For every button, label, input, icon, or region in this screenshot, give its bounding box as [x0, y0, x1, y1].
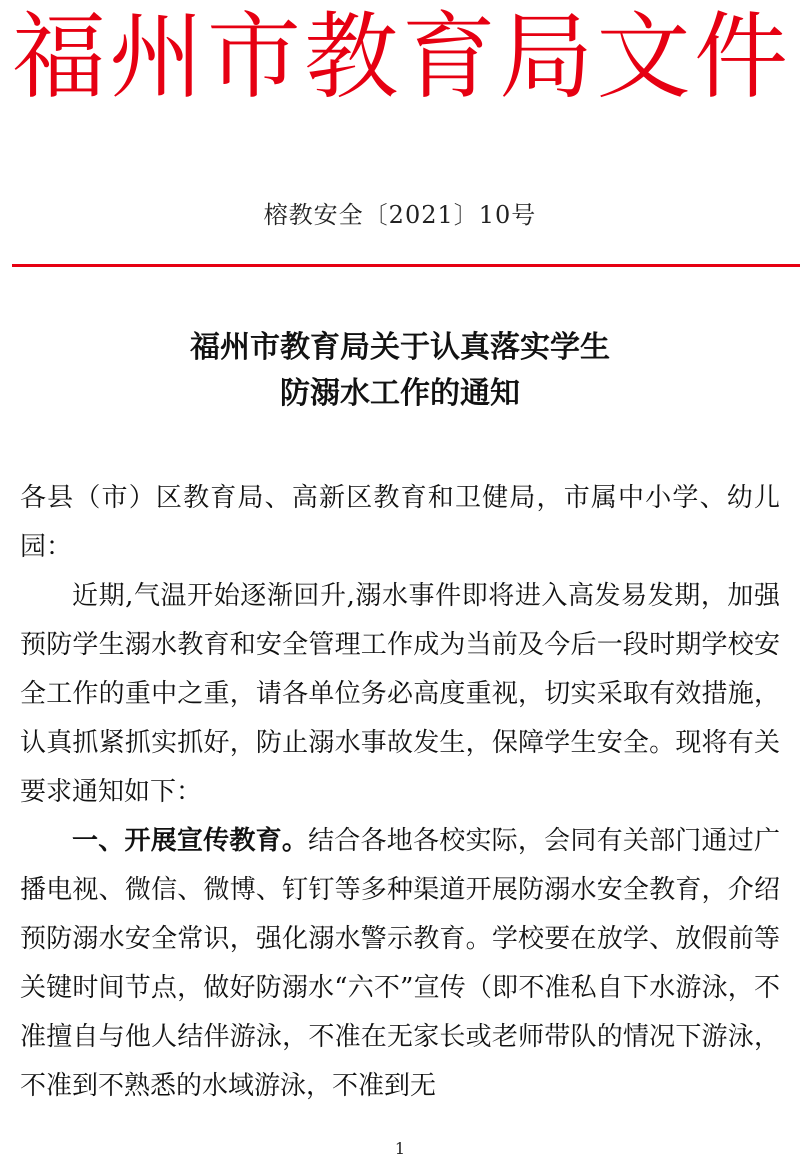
page-number: 1: [394, 1139, 406, 1158]
recipient-list: 各县（市）区教育局、高新区教育和卫健局，市属中小学、幼儿园：: [20, 483, 780, 562]
document-number: 榕教安全〔2021〕10号: [263, 201, 537, 229]
notice-title-line-1: 福州市教育局关于认真落实学生: [190, 330, 610, 365]
notice-body: [20, 474, 780, 1111]
section-1-paragraph: [20, 817, 780, 1111]
notice-title: [0, 325, 800, 417]
notice-title-line-2: 防溺水工作的通知: [280, 376, 520, 411]
section-1-text: 结合各地各校实际，会同有关部门通过广播电视、微信、微博、钉钉等多种渠道开展防溺水安全教育，介绍预防溺水安全常识，强化溺水警示教育。学校要在放学、放假前等关键时间节点，做好防溺水“六不”宣传（即不准私自下水游泳，不准擅自与他人结伴游泳，不准在无家长或老师带队的情况下游泳，不准到不熟悉的水域游泳，不准到无: [20, 826, 780, 1101]
intro-paragraph: 近期,气温开始逐渐回升,溺水事件即将进入高发易发期，加强预防学生溺水教育和安全管理工作成为当前及今后一段时期学校安全工作的重中之重，请各单位务必高度重视，切实采取有效措施，认真抓紧抓实抓好，防止溺水事故发生，保障学生安全。现将有关要求通知如下：: [20, 581, 780, 807]
red-divider-line: [12, 264, 800, 267]
document-masthead: 福州市教育局文件: [12, 8, 788, 108]
section-1-heading: 一、开展宣传教育。: [72, 826, 309, 856]
